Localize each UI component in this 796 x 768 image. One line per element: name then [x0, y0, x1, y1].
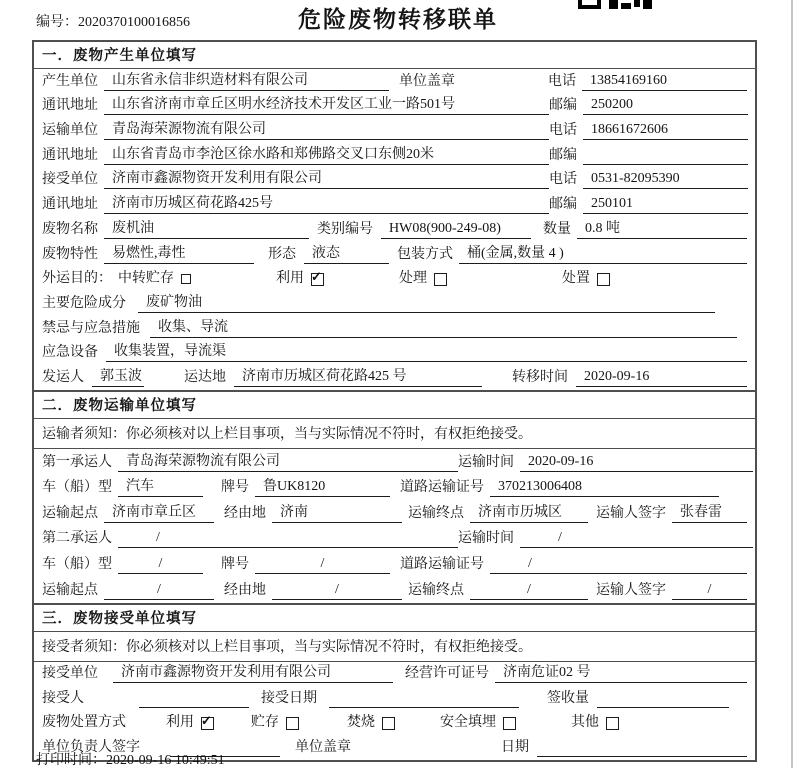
option-dispose [562, 270, 610, 288]
waste-name-label: 废物名称 [42, 221, 98, 237]
route2-start-label: 运输起点 [42, 582, 98, 598]
date-value [537, 738, 747, 757]
option-disposal-incinerate [347, 714, 395, 732]
form-value: 液态 [304, 245, 389, 264]
serial-label: 编号： [36, 15, 78, 30]
row-accept-person [34, 686, 755, 711]
serial-value: 2020370100016856 [78, 15, 190, 30]
checkbox-disposal-other [606, 717, 619, 730]
quantity-label: 数量 [543, 221, 571, 237]
qr-code-icon [578, 0, 652, 9]
accept-date-label: 接受日期 [261, 690, 317, 706]
category-code-value: HW08(900-249-08) [381, 220, 531, 239]
route1-end-value: 济南市历城区 [470, 504, 588, 523]
dispatcher-label: 发运人 [42, 369, 84, 385]
option-disposal-incinerate-label: 焚烧 [347, 715, 375, 730]
option-disposal-utilize-label: 利用 [166, 715, 194, 730]
accept-unit-value: 济南市鑫源物资开发利用有限公司 [113, 664, 393, 683]
license-value: 济南危证02 号 [495, 664, 747, 683]
route2-end-label: 运输终点 [408, 582, 464, 598]
road-permit2-value: / [490, 555, 747, 574]
accept-unit-label: 接受单位 [42, 666, 98, 681]
transporter-label: 运输单位 [42, 123, 98, 139]
first-carrier-value: 青岛海荣源物流有限公司 [118, 453, 458, 472]
row-waste-property [34, 242, 755, 267]
route1-start-label: 运输起点 [42, 505, 98, 521]
transfer-time-label: 转移时间 [512, 369, 568, 385]
section2-notice: 运输者须知：你必须核对以上栏目事项，当与实际情况不符时，有权拒绝接受。 [34, 419, 755, 449]
signed-quantity-value [597, 689, 729, 708]
packaging-label: 包装方式 [397, 246, 453, 262]
transport-time2-value: / [520, 529, 753, 548]
waste-property-value: 易燃性,毒性 [104, 245, 254, 264]
page-title: 危险废物转移联单 [298, 7, 498, 32]
transporter-value: 青岛海荣源物流有限公司 [104, 121, 549, 140]
emergency-equipment-label: 应急设备 [42, 345, 98, 361]
print-time-value: 2020-09-16 10:49:51 [106, 753, 225, 768]
checkbox-utilize [311, 273, 324, 286]
section2-header: 二．废物运输单位填写 [34, 390, 755, 419]
hazard-component-label: 主要危险成分 [42, 295, 126, 311]
unit-seal2-label: 单位盖章 [295, 739, 351, 755]
producer-zip-value: 250200 [583, 96, 748, 115]
accept-date-value [329, 689, 519, 708]
transport-time1-label: 运输时间 [458, 454, 514, 470]
row-disposal-method [34, 711, 755, 736]
row-producer [34, 69, 755, 94]
transfer-form-table [32, 40, 757, 762]
option-disposal-store-label: 贮存 [251, 715, 279, 730]
route1-sign-value: 张春雷 [672, 504, 747, 523]
producer-label: 产生单位 [42, 73, 98, 89]
vehicle-type2-value: / [118, 555, 203, 574]
row-vehicle-type1 [34, 475, 755, 501]
receiver-address-label: 通讯地址 [42, 197, 98, 213]
option-transit-storage [118, 270, 191, 288]
option-utilize-label: 利用 [276, 271, 304, 287]
unit-seal-label: 单位盖章 [399, 73, 455, 89]
route2-via-value: / [272, 581, 402, 600]
transfer-time-value: 2020-09-16 [576, 368, 747, 387]
accept-person-value [139, 689, 249, 708]
road-permit1-label: 道路运输证号 [400, 480, 484, 496]
vehicle-type1-label: 车（船）型 [42, 480, 112, 496]
second-carrier-value: / [118, 529, 458, 548]
producer-value: 山东省永信非织造材料有限公司 [104, 72, 389, 91]
transporter-address-label: 通讯地址 [42, 147, 98, 163]
emergency-equipment-value: 收集装置，导流渠 [106, 343, 747, 362]
section3-notice: 接受者须知：你必须核对以上栏目事项，当与实际情况不符时，有权拒绝接受。 [34, 632, 755, 662]
option-utilize [276, 270, 324, 288]
vehicle-type1-value: 汽车 [118, 478, 203, 497]
transporter-tel-label: 电话 [549, 123, 577, 139]
row-transfer-purpose [34, 267, 755, 292]
destination-value: 济南市历城区荷花路425 号 [234, 368, 482, 387]
print-time-label: 打印时间： [36, 753, 106, 768]
hazard-component-value: 废矿物油 [138, 294, 715, 313]
checkbox-disposal-landfill [503, 717, 516, 730]
option-treat-label: 处理 [399, 271, 427, 287]
row-second-carrier [34, 526, 755, 552]
destination-label: 运达地 [184, 369, 226, 385]
receiver-zip-label: 邮编 [549, 197, 577, 213]
packaging-value: 桶(金属,数量 4 ) [459, 245, 747, 264]
route1-end-label: 运输终点 [408, 505, 464, 521]
option-disposal-landfill [440, 714, 516, 732]
row-vehicle-type2 [34, 551, 755, 577]
option-treat [399, 270, 447, 288]
section1-header: 一．废物产生单位填写 [34, 42, 755, 69]
row-emergency-measures [34, 316, 755, 341]
option-disposal-landfill-label: 安全填埋 [440, 715, 496, 730]
checkbox-dispose [597, 273, 610, 286]
row-waste-name [34, 217, 755, 242]
route1-start-value: 济南市章丘区 [104, 504, 214, 523]
producer-tel-value: 13854169160 [582, 72, 747, 91]
category-code-label: 类别编号 [317, 221, 373, 237]
plate2-label: 牌号 [221, 556, 249, 572]
quantity-value: 0.8 吨 [577, 220, 747, 239]
dispatcher-value: 郭玉波 [92, 368, 144, 387]
option-dispose-label: 处置 [562, 271, 590, 287]
row-first-carrier [34, 449, 755, 475]
checkbox-treat [434, 273, 447, 286]
producer-address-label: 通讯地址 [42, 98, 98, 114]
vehicle-type2-label: 车（船）型 [42, 556, 112, 572]
row-route2 [34, 577, 755, 603]
checkbox-disposal-store [286, 717, 299, 730]
transport-time2-label: 运输时间 [458, 531, 514, 547]
row-accept-unit [34, 662, 755, 687]
producer-address-value: 山东省济南市章丘区明水经济技术开发区工业一路501号 [104, 96, 549, 115]
route1-via-value: 济南 [272, 504, 402, 523]
option-transit-storage-label: 中转贮存 [118, 271, 174, 287]
plate2-value: / [255, 555, 390, 574]
route2-sign-value: / [672, 581, 747, 600]
producer-zip-label: 邮编 [549, 98, 577, 114]
transporter-zip-label: 邮编 [549, 147, 577, 163]
producer-tel-label: 电话 [548, 73, 576, 89]
row-receiver-address [34, 192, 755, 217]
first-carrier-label: 第一承运人 [42, 454, 112, 470]
receiver-value: 济南市鑫源物资开发利用有限公司 [104, 170, 549, 189]
option-disposal-store [251, 714, 299, 732]
option-disposal-other [571, 714, 619, 732]
scan-edge-line [791, 0, 793, 768]
plate1-label: 牌号 [221, 480, 249, 496]
transporter-zip-value [583, 146, 748, 165]
receiver-label: 接受单位 [42, 172, 98, 188]
route1-sign-label: 运输人签字 [596, 505, 666, 521]
row-transporter [34, 118, 755, 143]
row-producer-address [34, 94, 755, 119]
transfer-purpose-label: 外运目的： [42, 271, 112, 287]
option-disposal-utilize [166, 714, 214, 732]
route1-via-label: 经由地 [224, 505, 266, 521]
second-carrier-label: 第二承运人 [42, 531, 112, 547]
form-label: 形态 [268, 246, 296, 262]
option-disposal-other-label: 其他 [571, 715, 599, 730]
route2-end-value: / [470, 581, 588, 600]
row-hazard-component [34, 291, 755, 316]
road-permit2-label: 道路运输证号 [400, 556, 484, 572]
route2-start-value: / [104, 581, 214, 600]
receiver-zip-value: 250101 [583, 195, 748, 214]
waste-property-label: 废物特性 [42, 246, 98, 262]
route2-sign-label: 运输人签字 [596, 582, 666, 598]
transport-time1-value: 2020-09-16 [520, 453, 753, 472]
responsible-sign-label: 单位负责人签字 [42, 739, 140, 755]
row-dispatcher [34, 365, 755, 390]
print-time-line [36, 749, 225, 768]
checkbox-transit-storage [181, 274, 191, 284]
checkbox-disposal-utilize [201, 717, 214, 730]
signed-quantity-label: 签收量 [547, 690, 589, 706]
plate1-value: 鲁UK8120 [255, 478, 390, 497]
date-label: 日期 [501, 739, 529, 755]
row-route1 [34, 500, 755, 526]
receiver-tel-label: 电话 [549, 172, 577, 188]
license-label: 经营许可证号 [405, 666, 489, 681]
accept-person-label: 接受人 [42, 690, 84, 706]
emergency-measures-value: 收集、导流 [150, 319, 737, 338]
route2-via-label: 经由地 [224, 582, 266, 598]
row-emergency-equipment [34, 341, 755, 366]
checkbox-disposal-incinerate [382, 717, 395, 730]
row-receiver [34, 168, 755, 193]
waste-name-value: 废机油 [104, 220, 309, 239]
row-transporter-address [34, 143, 755, 168]
emergency-measures-label: 禁忌与应急措施 [42, 320, 140, 336]
road-permit1-value: 370213006408 [490, 478, 719, 497]
transporter-tel-value: 18661672606 [583, 121, 748, 140]
receiver-address-value: 济南市历城区荷花路425号 [104, 195, 549, 214]
receiver-tel-value: 0531-82095390 [583, 170, 748, 189]
section3-header: 三．废物接受单位填写 [34, 603, 755, 632]
transporter-address-value: 山东省青岛市李沧区徐水路和郑佛路交叉口东侧20米 [104, 146, 549, 165]
disposal-method-label: 废物处置方式 [42, 715, 126, 730]
